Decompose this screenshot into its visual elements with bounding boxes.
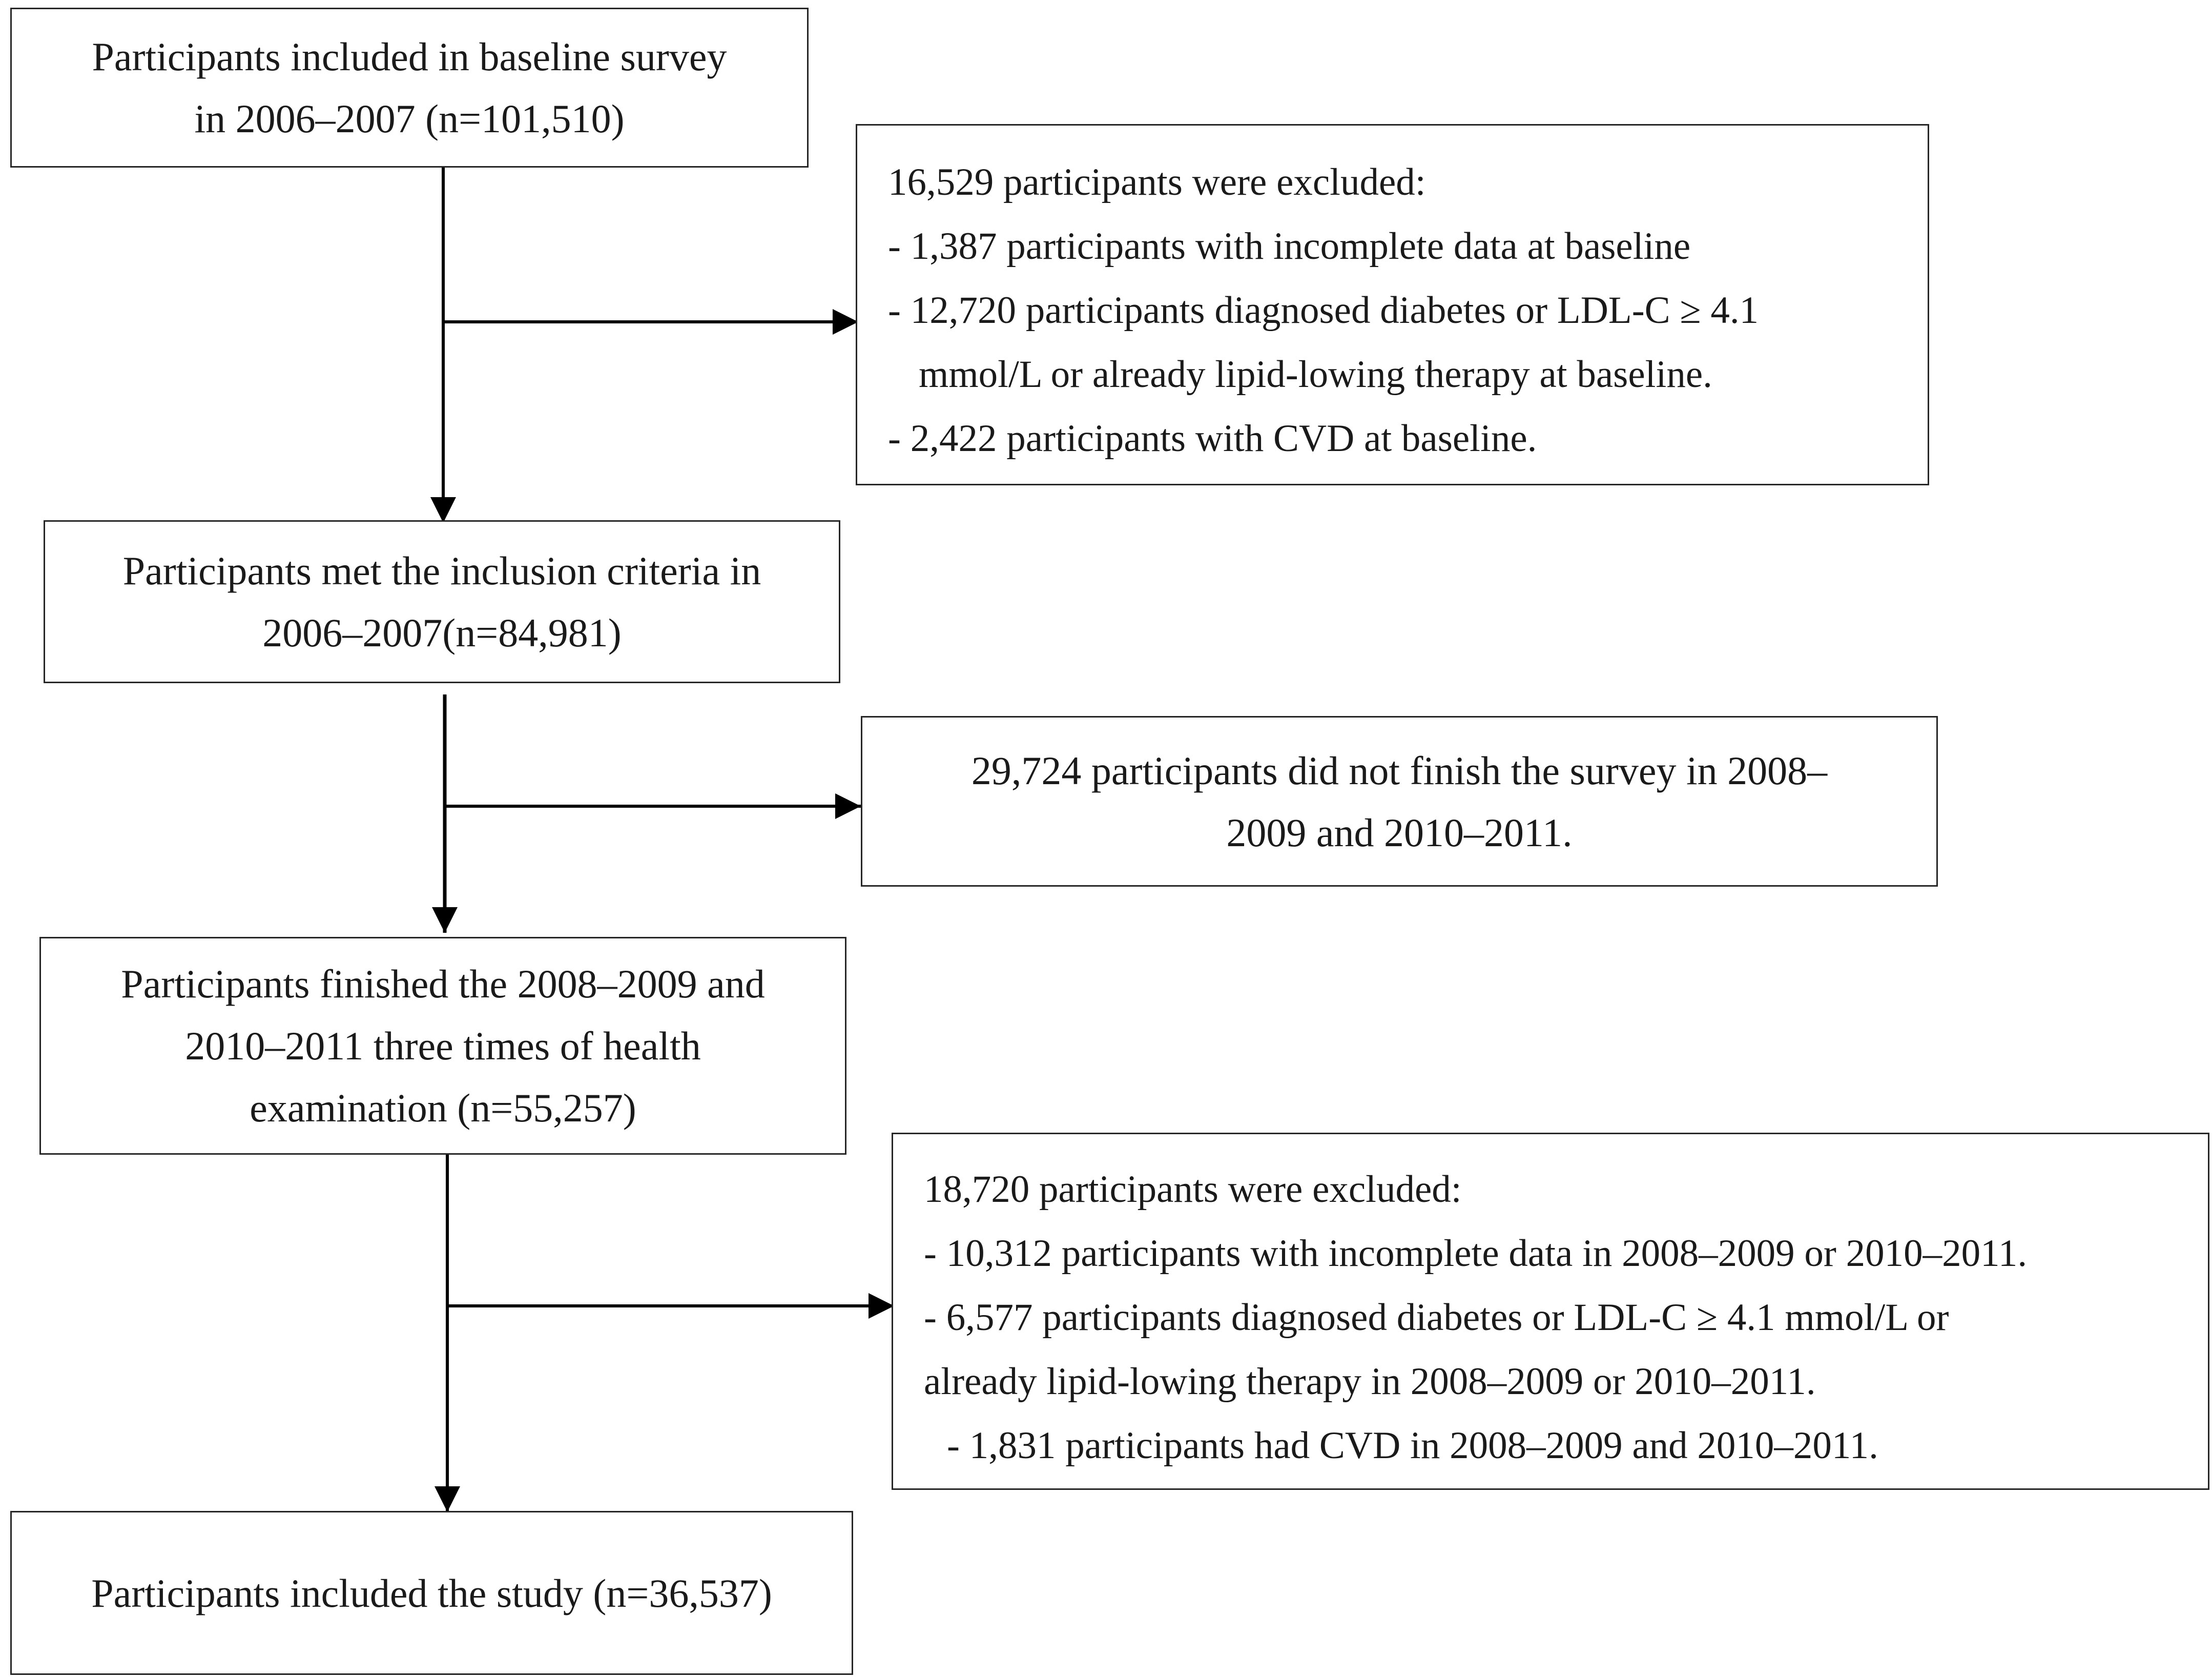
followup-examination-box [39, 937, 846, 1155]
exclusion-box-baseline [856, 124, 1929, 485]
exclusion-box-survey-incomplete [861, 716, 1938, 887]
final-study-box [10, 1511, 853, 1675]
baseline-line-1: Participants included in baseline survey [92, 34, 727, 79]
baseline-line-2: in 2006–2007 (n=101,510) [194, 96, 625, 141]
baseline-survey-box [10, 8, 809, 168]
exclusion-1-item-cvd: - 2,422 participants with CVD at baseline. [888, 417, 1537, 460]
followup-line-1: Participants finished the 2008–2009 and [121, 961, 765, 1006]
inclusion-criteria-box [44, 520, 840, 683]
followup-line-3: examination (n=55,257) [250, 1086, 636, 1130]
inclusion-line-2: 2006–2007(n=84,981) [262, 610, 622, 655]
exclusion-1-item-diabetes: - 12,720 participants diagnosed diabetes or LDL-C ≥ 4.1 [888, 289, 1759, 332]
exclusion-2-line-2: 2009 and 2010–2011. [1226, 810, 1573, 855]
exclusion-1-item-incomplete: - 1,387 participants with incomplete data at baseline [888, 225, 1691, 268]
followup-line-2: 2010–2011 three times of health [185, 1024, 701, 1068]
exclusion-1-title: 16,529 participants were excluded: [888, 161, 1426, 203]
final-line-1: Participants included the study (n=36,537) [91, 1570, 772, 1615]
exclusion-2-line-1: 29,724 participants did not finish the survey in 2008– [971, 748, 1828, 793]
inclusion-line-1: Participants met the inclusion criteria in [122, 548, 761, 593]
exclusion-3-title: 18,720 participants were excluded: [924, 1168, 1462, 1211]
exclusion-1-item-diabetes-cont: mmol/L or already lipid-lowing therapy at baseline. [919, 353, 1712, 396]
exclusion-3-item-cvd: - 1,831 participants had CVD in 2008–2009 and 2010–2011. [947, 1424, 1878, 1467]
exclusion-3-item-diabetes-text: - 6,577 participants diagnosed diabetes or LDL-C ≥ 4.1 mmol/L or [924, 1296, 1949, 1339]
exclusion-box-followup [892, 1133, 2209, 1490]
exclusion-3-item-diabetes-cont: already lipid-lowing therapy in 2008–2009 or 2010–2011. [924, 1360, 1816, 1403]
exclusion-3-item-diabetes [924, 1285, 2177, 1349]
exclusion-3-item-incomplete: - 10,312 participants with incomplete data in 2008–2009 or 2010–2011. [924, 1232, 2028, 1275]
